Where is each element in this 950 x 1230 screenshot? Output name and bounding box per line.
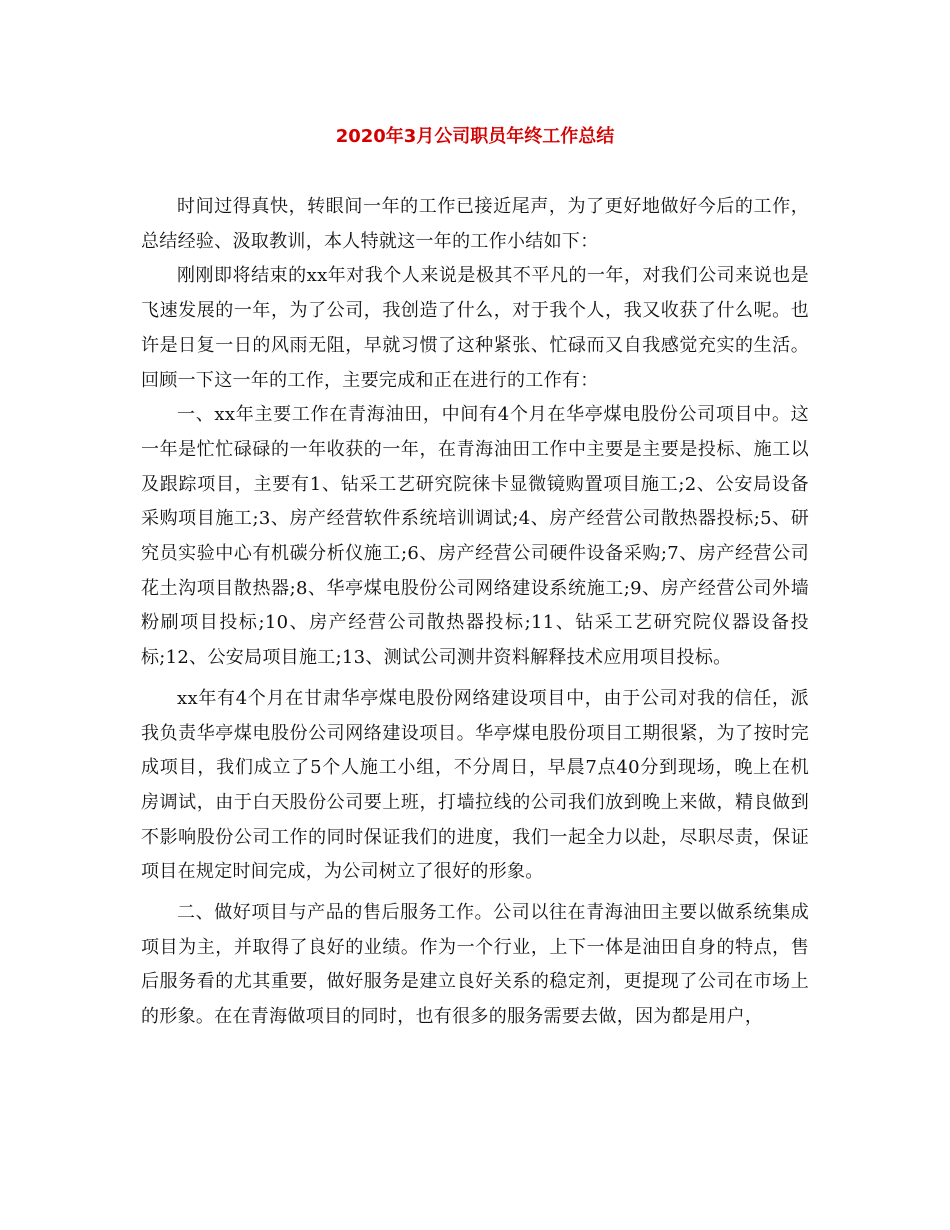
paragraph-after-sales: 二、做好项目与产品的售后服务工作。公司以往在青海油田主要以做系统集成项目为主，并取得了良好的业绩。作为一个行业，上下一体是油田自身的特点，售后服务看的尤其重要，做好服务是建立良好关系的稳定剂，更提现了公司在市场上的形象。在在青海做项目的同时，也有很多的服务需要去做，因为都是用户，: [141, 902, 809, 1028]
paragraph-year-review: 刚刚即将结束的xx年对我个人来说是极其不平凡的一年，对我们公司来说也是飞速发展的一年，为了公司，我创造了什么，对于我个人，我又收获了什么呢。也许是日复一日的风雨无阻，早就习惯了这种紧张、忙碌而又自我感觉充实的生活。回顾一下这一年的工作，主要完成和正在进行的工作有：: [141, 265, 809, 391]
paragraph-intro: 时间过得真快，转眼间一年的工作已接近尾声，为了更好地做好今后的工作，总结经验、汲取教训，本人特就这一年的工作小结如下：: [141, 196, 809, 252]
paragraph-huating-project: xx年有4个月在甘肃华亭煤电股份网络建设项目中，由于公司对我的信任，派我负责华亭煤电股份公司网络建设项目。华亭煤电股份项目工期很紧，为了按时完成项目，我们成立了5个人施工小组，不分周日，早晨7点40分到现场，晚上在机房调试，由于白天股份公司要上班，打墙拉线的公司我们放到晚上来做，精良做到不影响股份公司工作的同时保证我们的进度，我们一起全力以赴，尽职尽责，保证项目在规定时间完成，为公司树立了很好的形象。: [141, 687, 809, 883]
document-title: 2020年3月公司职员年终工作总结: [335, 126, 615, 147]
paragraph-main-work: 一、xx年主要工作在青海油田，中间有4个月在华亭煤电股份公司项目中。这一年是忙忙碌碌的一年收获的一年，在青海油田工作中主要是主要是投标、施工以及跟踪项目，主要有1、钻采工艺研究院徕卡显微镜购置项目施工;2、公安局设备采购项目施工;3、房产经营软件系统培训调试;4、房产经营公司散热器投标;5、研究员实验中心有机碳分析仪施工;6、房产经营公司硬件设备采购;7、房产经营公司花土沟项目散热器;8、华亭煤电股份公司网络建设系统施工;9、房产经营公司外墙粉刷项目投标;10、房产经营公司散热器投标;11、钻采工艺研究院仪器设备投标;12、公安局项目施工;13、测试公司测井资料解释技术应用项目投标。: [141, 404, 809, 669]
document-body: [141, 190, 809, 1035]
